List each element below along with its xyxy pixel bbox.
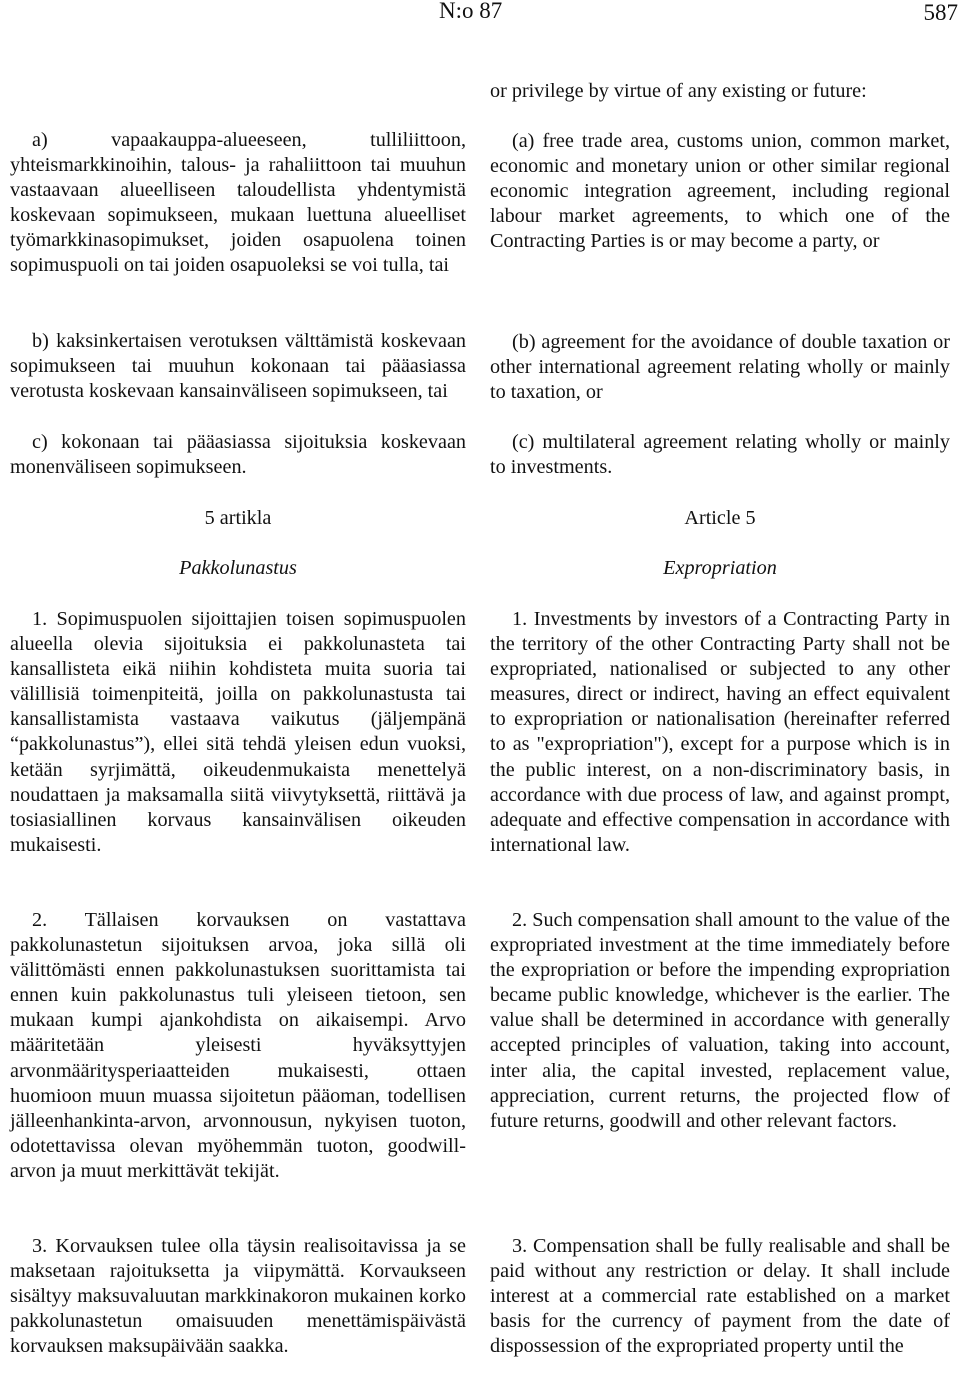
en-paragraph-3: 3. Compensation shall be fully realisable and shall be paid without any restriction or delay. It shall include interest at a commercial rate established on a market basis for the currency of payment from the date of dispossession of the expropriated property until the [490,1235,950,1358]
fi-paragraph-2: 2. Tällaisen korvauksen on vastattava pakkolunastetun sijoituksen arvoa, joka sillä oli välittömästi ennen pakkolunastuksen suorittamista tai ennen kuin pakkolunastus tuli yleiseen tietoon, sen mukaan kumpi ajankohdista on aikaisempi. Arvo määritetään yleisesti hyväksyttyjen arvonmääritysperiaatteiden mukaisesti, ottaen huomioon muun muassa sijoitetun pääoman, todellisen jälleenhankinta-arvon, arvonnousun, nykyisen tuoton, odotettavissa olevan myöhemmän tuoton, goodwill-arvon ja muut merkittävät tekijät. [10,909,466,1182]
fi-item-a: a) vapaakauppa-alueeseen, tulliliittoon, yhteismarkkinoihin, talous- ja rahaliittoon tai muuhun vastaavaan alueelliseen taloudellista yhdentymistä koskevaan sopimukseen, mukaan luettuna alueelliset työmarkkinasopimukset, joiden osapuolena toinen sopimuspuoli on tai joiden osapuoleksi se voi tulla, tai [10,129,466,277]
fi-item-c: c) kokonaan tai pääasiassa sijoituksia koskevaan monenväliseen sopimukseen. [10,431,466,479]
en-article-title: Expropriation [663,557,777,579]
fi-paragraph-3: 3. Korvauksen tulee olla täysin realisoitavissa ja se maksetaan rajoituksetta ja viipymättä. Korvaukseen sisältyy maksuvaluutan markkinakoron mukainen korko pakkolunastetun omaisuuden menettämispäivästä korvauksen maksupäivään saakka. [10,1235,466,1358]
fi-article-number: 5 artikla [204,507,272,529]
en-item-a: (a) free trade area, customs union, common market, economic and monetary union or other similar regional economic integration agreement, including regional labour market agreements, to which one of the Contracting Parties is or may become a party, or [490,130,950,253]
en-paragraph-1: 1. Investments by investors of a Contracting Party in the territory of the other Contracting Party shall not be expropriated, nationalised or subjected to any other measures, direct or indirect, having an effect equivalent to expropriation or nationalisation (hereinafter referred to as "expropriation"), except for a purpose which is in the public interest, on a non-discriminatory basis, in accordance with due process of law, and against prompt, adequate and effective compensation in accordance with international law. [490,608,950,856]
fi-item-b: b) kaksinkertaisen verotuksen välttämistä koskevaan sopimukseen tai muuhun kokonaan tai pääasiassa verotusta koskevaan kansainväliseen sopimukseen, tai [10,330,466,403]
en-item-c: (c) multilateral agreement relating wholly or mainly to investments. [490,431,950,479]
journal-number: N:o 87 [439,0,503,23]
page-number: 587 [923,0,958,25]
fi-article-title: Pakkolunastus [179,557,297,579]
en-item-b: (b) agreement for the avoidance of double taxation or other international agreement relating wholly or mainly to taxation, or [490,331,950,404]
page-header [0,0,960,30]
fi-paragraph-1: 1. Sopimuspuolen sijoittajien toisen sopimuspuolen alueella olevia sijoituksia ei pakkolunasteta tai kansallisteta eikä niihin kohdisteta muita suoria tai välillisiä toimenpiteitä, joilla on pakkolunastusta tai kansallistamista vastaava vaikutus (jäljempänä “pakkolunastus”), ellei sitä tehdä yleisen edun vuoksi, ketään syrjimättä, oikeudenmukaista menettelyä noudattaen ja maksamalla siitä viivytyksettä, riittävä ja tosiasiallinen korvaus kansainvälisen oikeuden mukaisesti. [10,608,466,856]
en-lead-text: or privilege by virtue of any existing or future: [490,80,867,102]
en-paragraph-2: 2. Such compensation shall amount to the value of the expropriated investment at the time immediately before the expropriation or before the impending expropriation became public knowledge, whichever is the earlier. The value shall be determined in accordance with generally accepted principles of valuation, taking into account, inter alia, the capital invested, replacement value, appreciation, current returns, the projected flow of future returns, goodwill and other relevant factors. [490,909,950,1132]
en-article-number: Article 5 [684,507,756,529]
